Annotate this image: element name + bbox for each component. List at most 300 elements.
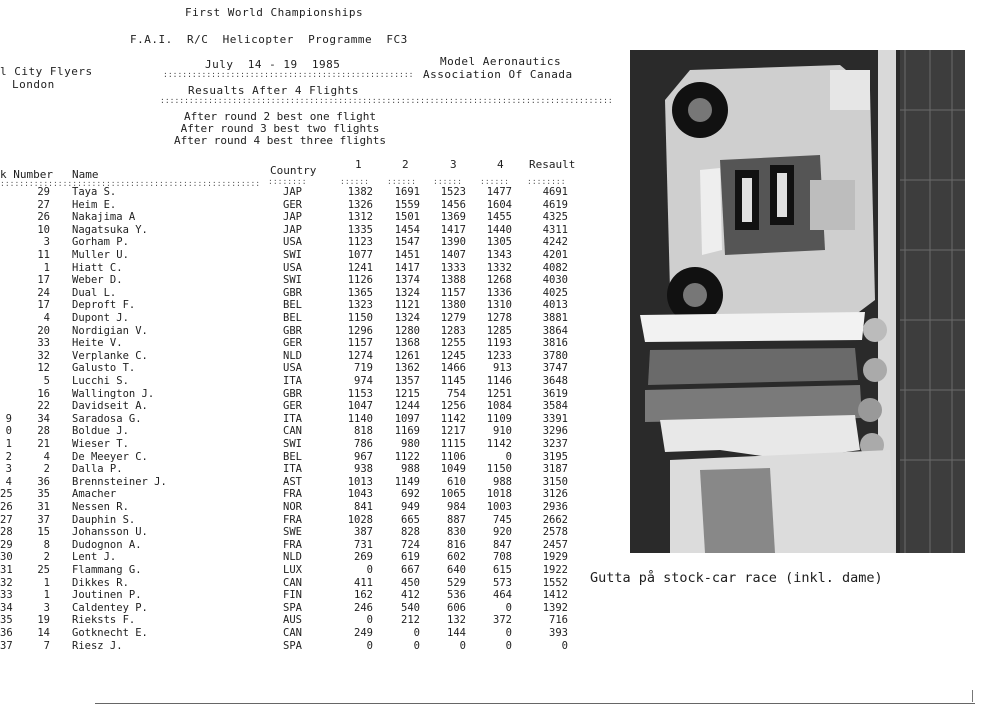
number-cell: 37 (37, 513, 50, 526)
country-cell: GER (283, 337, 302, 350)
table-row (0, 211, 580, 223)
round-2-cell: 1368 (394, 337, 420, 350)
round-3-cell: 1407 (440, 249, 466, 261)
round-2-cell: 412 (401, 589, 420, 602)
round-1-cell: 1140 (347, 412, 373, 425)
header-result: Resault (529, 158, 576, 171)
country-cell: USA (283, 362, 302, 375)
round-1-cell: 731 (354, 538, 373, 551)
name-cell: Caldentey P. (72, 601, 148, 614)
round-4-cell: 708 (493, 551, 512, 564)
round-1-cell: 1123 (347, 236, 373, 249)
table-row (0, 539, 580, 551)
result-cell: 2662 (542, 513, 568, 526)
country-cell: GER (283, 198, 302, 211)
round-3-cell: 1145 (440, 375, 466, 387)
result-cell: 4201 (542, 249, 568, 261)
table-row (0, 589, 580, 601)
round-1-cell: 1274 (347, 349, 373, 362)
round-2-cell: 0 (413, 627, 420, 639)
round-1-cell: 1126 (347, 274, 373, 287)
name-cell: Gorham P. (72, 236, 129, 249)
number-cell: 15 (37, 526, 50, 539)
results-title: Resualts After 4 Flights (188, 84, 359, 97)
table-row (0, 577, 580, 589)
rank-cell: 4 (5, 475, 12, 488)
round-2-cell: 1451 (394, 249, 420, 261)
result-cell: 2457 (542, 538, 568, 551)
header-rule: :::::: (340, 177, 369, 186)
round-3-cell: 1245 (440, 349, 466, 362)
round-3-cell: 0 (459, 639, 466, 652)
scoring-note: After round 4 best three flights (174, 134, 386, 147)
name-cell: Boldue J. (72, 425, 129, 438)
round-2-cell: 1374 (394, 274, 420, 287)
name-cell: Nagatsuka Y. (72, 223, 148, 236)
country-cell: FRA (283, 488, 302, 501)
result-cell: 4311 (542, 223, 568, 236)
result-cell: 3150 (542, 475, 568, 488)
round-1-cell: 938 (354, 463, 373, 476)
rank-cell: 1 (5, 438, 12, 450)
round-2-cell: 1417 (394, 261, 420, 274)
result-cell: 4025 (542, 286, 568, 299)
name-cell: Dual L. (72, 286, 117, 299)
country-cell: JAP (283, 223, 302, 236)
table-row (0, 413, 580, 425)
country-cell: ITA (283, 375, 302, 387)
round-2-cell: 540 (401, 601, 420, 614)
round-3-cell: 1256 (440, 400, 466, 413)
name-cell: Joutinen P. (72, 589, 142, 602)
round-4-cell: 1305 (486, 236, 512, 249)
number-cell: 3 (43, 236, 50, 249)
round-4-cell: 910 (493, 425, 512, 438)
name-cell: De Meeyer C. (72, 450, 148, 463)
round-2-cell: 1362 (394, 362, 420, 375)
number-cell: 28 (37, 425, 50, 438)
round-3-cell: 1456 (440, 198, 466, 211)
name-cell: Saradosa G. (72, 412, 142, 425)
table-row (0, 602, 580, 614)
table-row (0, 325, 580, 337)
table-row (0, 224, 580, 236)
table-row (0, 249, 580, 261)
result-cell: 3195 (542, 450, 568, 463)
round-4-cell: 1146 (486, 375, 512, 387)
result-cell: 3619 (542, 387, 568, 400)
header-round-2: 2 (402, 158, 409, 171)
round-4-cell: 0 (505, 627, 512, 639)
table-row (0, 614, 580, 626)
round-2-cell: 619 (401, 551, 420, 564)
round-1-cell: 1157 (347, 337, 373, 350)
table-row (0, 312, 580, 324)
round-4-cell: 1455 (486, 211, 512, 224)
country-cell: CAN (283, 576, 302, 589)
round-1-cell: 1153 (347, 387, 373, 400)
header-rule: :::::: (387, 177, 416, 186)
round-2-cell: 980 (401, 438, 420, 450)
country-cell: BEL (283, 312, 302, 324)
country-cell: GBR (283, 324, 302, 337)
result-cell: 716 (549, 614, 568, 627)
round-3-cell: 1333 (440, 261, 466, 274)
round-4-cell: 1310 (486, 299, 512, 312)
number-cell: 21 (37, 438, 50, 450)
header-rule: :::::::: (268, 177, 307, 186)
round-2-cell: 1559 (394, 198, 420, 211)
table-row (0, 350, 580, 362)
table-row (0, 375, 580, 387)
table-row (0, 488, 580, 500)
header-name: Name (72, 168, 99, 181)
name-cell: Rieksts F. (72, 614, 136, 627)
round-3-cell: 1157 (440, 286, 466, 299)
rank-cell: 29 (0, 538, 13, 551)
name-cell: Amacher (72, 488, 117, 501)
number-cell: 22 (37, 400, 50, 413)
number-cell: 33 (37, 337, 50, 350)
round-3-cell: 887 (447, 513, 466, 526)
club-location: London (12, 78, 55, 91)
round-2-cell: 1121 (394, 299, 420, 312)
round-3-cell: 1106 (440, 450, 466, 463)
result-cell: 3816 (542, 337, 568, 350)
result-cell: 3747 (542, 362, 568, 375)
number-cell: 1 (43, 576, 50, 589)
round-3-cell: 1115 (440, 438, 466, 450)
header-round-1: 1 (355, 158, 362, 171)
number-cell: 4 (43, 312, 50, 324)
round-4-cell: 1336 (486, 286, 512, 299)
country-cell: CAN (283, 425, 302, 438)
country-cell: GBR (283, 286, 302, 299)
rank-cell: 9 (5, 412, 12, 425)
round-2-cell: 450 (401, 576, 420, 589)
round-2-cell: 1122 (394, 450, 420, 463)
bottom-rule (95, 703, 975, 704)
table-row (0, 236, 580, 248)
scoring-note: After round 3 best two flights (180, 122, 380, 135)
round-2-cell: 1169 (394, 425, 420, 438)
round-2-cell: 667 (401, 564, 420, 576)
rank-cell: 30 (0, 551, 13, 564)
round-4-cell: 1477 (486, 186, 512, 198)
table-row (0, 274, 580, 286)
round-3-cell: 1217 (440, 425, 466, 438)
number-cell: 11 (37, 249, 50, 261)
number-cell: 12 (37, 362, 50, 375)
name-cell: Brennsteiner J. (72, 475, 167, 488)
round-4-cell: 1018 (486, 488, 512, 501)
result-cell: 1392 (542, 601, 568, 614)
round-4-cell: 1109 (486, 412, 512, 425)
round-1-cell: 0 (366, 639, 373, 652)
result-cell: 0 (561, 639, 568, 652)
round-1-cell: 967 (354, 450, 373, 463)
table-row (0, 627, 580, 639)
country-cell: JAP (283, 211, 302, 224)
result-cell: 3391 (542, 412, 568, 425)
header-rule: :::::: (480, 177, 509, 186)
round-1-cell: 1028 (347, 513, 373, 526)
number-cell: 25 (37, 564, 50, 576)
round-4-cell: 0 (505, 601, 512, 614)
number-cell: 35 (37, 488, 50, 501)
table-row (0, 463, 580, 475)
round-2-cell: 1547 (394, 236, 420, 249)
round-1-cell: 1150 (347, 312, 373, 324)
table-row (0, 400, 580, 412)
round-2-cell: 692 (401, 488, 420, 501)
rank-cell: 31 (0, 564, 13, 576)
number-cell: 2 (43, 551, 50, 564)
number-cell: 1 (43, 589, 50, 602)
round-3-cell: 1255 (440, 337, 466, 350)
round-2-cell: 212 (401, 614, 420, 627)
number-cell: 17 (37, 274, 50, 287)
table-row (0, 451, 580, 463)
scoring-notes (150, 111, 410, 147)
round-1-cell: 411 (354, 576, 373, 589)
table-row (0, 425, 580, 437)
round-1-cell: 269 (354, 551, 373, 564)
country-cell: LUX (283, 564, 302, 576)
round-2-cell: 1261 (394, 349, 420, 362)
result-cell: 393 (549, 627, 568, 639)
table-row (0, 564, 580, 576)
round-3-cell: 1369 (440, 211, 466, 224)
round-4-cell: 1003 (486, 501, 512, 513)
number-cell: 4 (43, 450, 50, 463)
round-1-cell: 719 (354, 362, 373, 375)
round-4-cell: 1604 (486, 198, 512, 211)
association-line-1: Model Aeronautics (440, 55, 562, 68)
number-cell: 34 (37, 412, 50, 425)
round-2-cell: 1149 (394, 475, 420, 488)
round-3-cell: 640 (447, 564, 466, 576)
separator-dots: :::::::::::::::::::::::::::::::::::::::::::::::::::::::::::::::::::::::::::::::::::::::::::::: (160, 96, 613, 105)
round-3-cell: 1380 (440, 299, 466, 312)
round-4-cell: 1278 (486, 312, 512, 324)
name-cell: Heite V. (72, 337, 123, 350)
country-cell: GBR (283, 387, 302, 400)
round-3-cell: 1279 (440, 312, 466, 324)
round-4-cell: 0 (505, 639, 512, 652)
table-row (0, 199, 580, 211)
round-4-cell: 1142 (486, 438, 512, 450)
round-4-cell: 847 (493, 538, 512, 551)
result-cell: 3296 (542, 425, 568, 438)
name-cell: Deproft F. (72, 299, 136, 312)
round-2-cell: 1097 (394, 412, 420, 425)
round-3-cell: 602 (447, 551, 466, 564)
round-4-cell: 913 (493, 362, 512, 375)
round-3-cell: 1283 (440, 324, 466, 337)
round-3-cell: 1065 (440, 488, 466, 501)
number-cell: 10 (37, 223, 50, 236)
round-4-cell: 1150 (486, 463, 512, 476)
name-cell: Wieser T. (72, 438, 129, 450)
round-2-cell: 1215 (394, 387, 420, 400)
country-cell: SWI (283, 249, 302, 261)
table-row (0, 186, 580, 198)
country-cell: NLD (283, 349, 302, 362)
bottom-tick (972, 690, 973, 702)
table-row (0, 262, 580, 274)
round-4-cell: 1193 (486, 337, 512, 350)
name-cell: Wallington J. (72, 387, 155, 400)
round-1-cell: 786 (354, 438, 373, 450)
result-cell: 1929 (542, 551, 568, 564)
round-4-cell: 988 (493, 475, 512, 488)
country-cell: CAN (283, 627, 302, 639)
round-4-cell: 1343 (486, 249, 512, 261)
header-rule: :::::::: (527, 177, 566, 186)
round-3-cell: 1390 (440, 236, 466, 249)
country-cell: SWI (283, 274, 302, 287)
round-3-cell: 1142 (440, 412, 466, 425)
result-cell: 4325 (542, 211, 568, 224)
round-4-cell: 1084 (486, 400, 512, 413)
result-cell: 3780 (542, 349, 568, 362)
result-cell: 1412 (542, 589, 568, 602)
rank-cell: 0 (5, 425, 12, 438)
round-1-cell: 1312 (347, 211, 373, 224)
country-cell: SPA (283, 601, 302, 614)
number-cell: 24 (37, 286, 50, 299)
round-3-cell: 144 (447, 627, 466, 639)
result-cell: 3881 (542, 312, 568, 324)
round-4-cell: 464 (493, 589, 512, 602)
round-1-cell: 249 (354, 627, 373, 639)
round-2-cell: 1324 (394, 312, 420, 324)
name-cell: Dikkes R. (72, 576, 129, 589)
header-country: Country (270, 164, 317, 177)
number-cell: 8 (43, 538, 50, 551)
round-1-cell: 1296 (347, 324, 373, 337)
rank-cell: 28 (0, 526, 13, 539)
round-1-cell: 1335 (347, 223, 373, 236)
round-2-cell: 949 (401, 501, 420, 513)
round-3-cell: 1417 (440, 223, 466, 236)
round-1-cell: 1043 (347, 488, 373, 501)
table-row (0, 438, 580, 450)
country-cell: BEL (283, 450, 302, 463)
number-cell: 7 (43, 639, 50, 652)
table-row (0, 362, 580, 374)
rank-cell: 27 (0, 513, 13, 526)
round-1-cell: 841 (354, 501, 373, 513)
name-cell: Davidseit A. (72, 400, 148, 413)
round-1-cell: 1077 (347, 249, 373, 261)
name-cell: Muller U. (72, 249, 129, 261)
round-2-cell: 1324 (394, 286, 420, 299)
result-cell: 3584 (542, 400, 568, 413)
country-cell: USA (283, 261, 302, 274)
round-1-cell: 0 (366, 614, 373, 627)
name-cell: Lent J. (72, 551, 117, 564)
round-2-cell: 1454 (394, 223, 420, 236)
round-4-cell: 1233 (486, 349, 512, 362)
round-3-cell: 1049 (440, 463, 466, 476)
number-cell: 17 (37, 299, 50, 312)
country-cell: ITA (283, 463, 302, 476)
round-4-cell: 1332 (486, 261, 512, 274)
rank-cell: 2 (5, 450, 12, 463)
country-cell: ITA (283, 412, 302, 425)
table-row (0, 640, 580, 652)
round-3-cell: 984 (447, 501, 466, 513)
round-4-cell: 372 (493, 614, 512, 627)
country-cell: AUS (283, 614, 302, 627)
round-1-cell: 162 (354, 589, 373, 602)
round-3-cell: 536 (447, 589, 466, 602)
round-3-cell: 1466 (440, 362, 466, 375)
result-cell: 3187 (542, 463, 568, 476)
number-cell: 36 (37, 475, 50, 488)
country-cell: FRA (283, 538, 302, 551)
photo-caption: Gutta på stock-car race (inkl. dame) (590, 570, 883, 586)
title-line-1: First World Championships (185, 6, 364, 19)
table-row (0, 287, 580, 299)
name-cell: Nessen R. (72, 501, 129, 513)
name-cell: Galusto T. (72, 362, 136, 375)
round-2-cell: 724 (401, 538, 420, 551)
number-cell: 32 (37, 349, 50, 362)
round-3-cell: 529 (447, 576, 466, 589)
number-cell: 31 (37, 501, 50, 513)
round-4-cell: 1285 (486, 324, 512, 337)
number-cell: 27 (37, 198, 50, 211)
round-4-cell: 0 (505, 450, 512, 463)
round-3-cell: 606 (447, 601, 466, 614)
round-4-cell: 1268 (486, 274, 512, 287)
number-cell: 3 (43, 601, 50, 614)
name-cell: Taya S. (72, 186, 117, 198)
rank-cell: 32 (0, 576, 13, 589)
name-cell: Dalla P. (72, 463, 123, 476)
separator-dots: :::::::::::::::::::::::::::::::::::::::::::::::::::: (163, 70, 414, 79)
number-cell: 20 (37, 324, 50, 337)
rank-cell: 3 (5, 463, 12, 476)
header-rule: :::::: (433, 177, 462, 186)
result-cell: 3126 (542, 488, 568, 501)
round-2-cell: 988 (401, 463, 420, 476)
name-cell: Hiatt C. (72, 261, 123, 274)
round-3-cell: 610 (447, 475, 466, 488)
country-cell: NOR (283, 501, 302, 513)
result-cell: 3237 (542, 438, 568, 450)
country-cell: JAP (283, 186, 302, 198)
country-cell: FRA (283, 513, 302, 526)
name-cell: Johansson U. (72, 526, 148, 539)
country-cell: GER (283, 400, 302, 413)
rank-cell: 34 (0, 601, 13, 614)
number-cell: 29 (37, 186, 50, 198)
round-4-cell: 920 (493, 526, 512, 539)
name-cell: Heim E. (72, 198, 117, 211)
result-cell: 2578 (542, 526, 568, 539)
header-round-4: 4 (497, 158, 504, 171)
result-cell: 3648 (542, 375, 568, 387)
rank-cell: 33 (0, 589, 13, 602)
country-cell: NLD (283, 551, 302, 564)
header-number: k Number (0, 168, 53, 181)
rank-cell: 36 (0, 627, 13, 639)
round-1-cell: 974 (354, 375, 373, 387)
